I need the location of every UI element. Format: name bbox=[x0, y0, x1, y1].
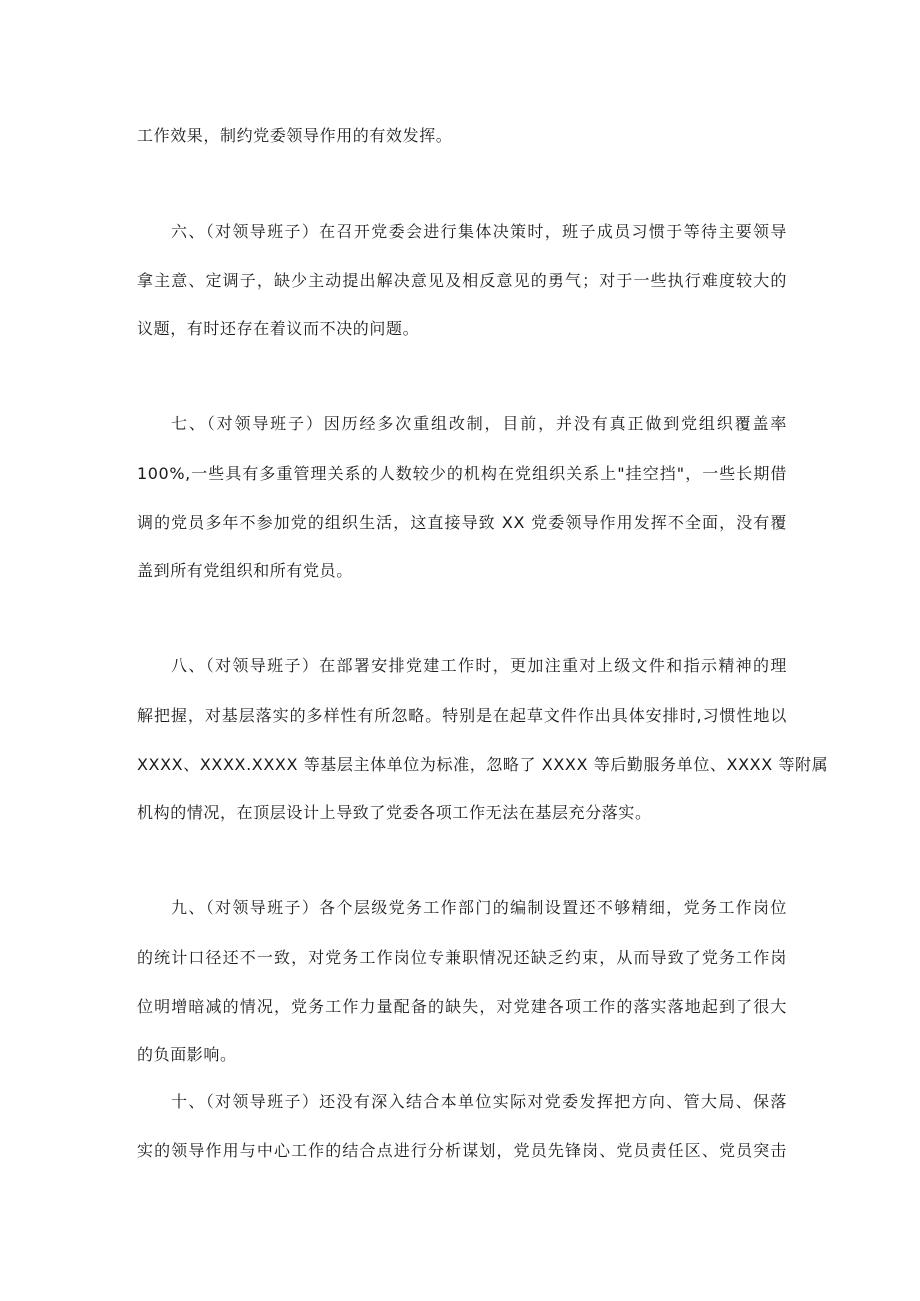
text-line: 八、（对领导班子）在部署安排党建工作时，更加注重对上级文件和指示精神的理 bbox=[171, 656, 787, 675]
text-line: 机构的情况，在顶层设计上导致了党委各项工作无法在基层充分落实。 bbox=[137, 803, 652, 822]
text-line: 实的领导作用与中心工作的结合点进行分析谋划，党员先锋岗、党员责任区、党员突击 bbox=[137, 1141, 787, 1160]
text-line: 九、（对领导班子）各个层级党务工作部门的编制设置还不够精细，党务工作岗位 bbox=[171, 898, 787, 917]
text-line: XXXX、XXXX.XXXX 等基层主体单位为标准，忽略了 XXXX 等后勤服务单位、XXXX 等附属 bbox=[137, 755, 829, 774]
text-line: 六、（对领导班子）在召开党委会进行集体决策时，班子成员习惯于等待主要领导 bbox=[171, 222, 787, 241]
text-line: 调的党员多年不参加党的组织生活，这直接导致 XX 党委领导作用发挥不全面，没有覆 bbox=[137, 513, 787, 532]
text-line: 盖到所有党组织和所有党员。 bbox=[137, 561, 353, 580]
text-line: 的负面影响。 bbox=[137, 1045, 237, 1064]
text-line: 拿主意、定调子，缺少主动提出解决意见及相反意见的勇气；对于一些执行难度较大的 bbox=[137, 271, 787, 290]
text-line: 工作效果，制约党委领导作用的有效发挥。 bbox=[137, 126, 453, 145]
text-line: 议题，有时还存在着议而不决的问题。 bbox=[137, 319, 420, 338]
text-line: 七、（对领导班子）因历经多次重组改制，目前，并没有真正做到党组织覆盖率 bbox=[171, 414, 787, 433]
text-line: 100%,一些具有多重管理关系的人数较少的机构在党组织关系上"挂空挡"，一些长期借 bbox=[137, 464, 787, 483]
text-line: 解把握，对基层落实的多样性有所忽略。特别是在起草文件作出具体安排时,习惯性地以 bbox=[137, 706, 787, 725]
text-line: 十、（对领导班子）还没有深入结合本单位实际对党委发挥把方向、管大局、保落 bbox=[171, 1092, 787, 1111]
text-line: 的统计口径还不一致，对党务工作岗位专兼职情况还缺乏约束，从而导致了党务工作岗 bbox=[137, 948, 787, 967]
text-line: 位明增暗减的情况，党务工作力量配备的缺失，对党建各项工作的落实落地起到了很大 bbox=[137, 997, 787, 1016]
